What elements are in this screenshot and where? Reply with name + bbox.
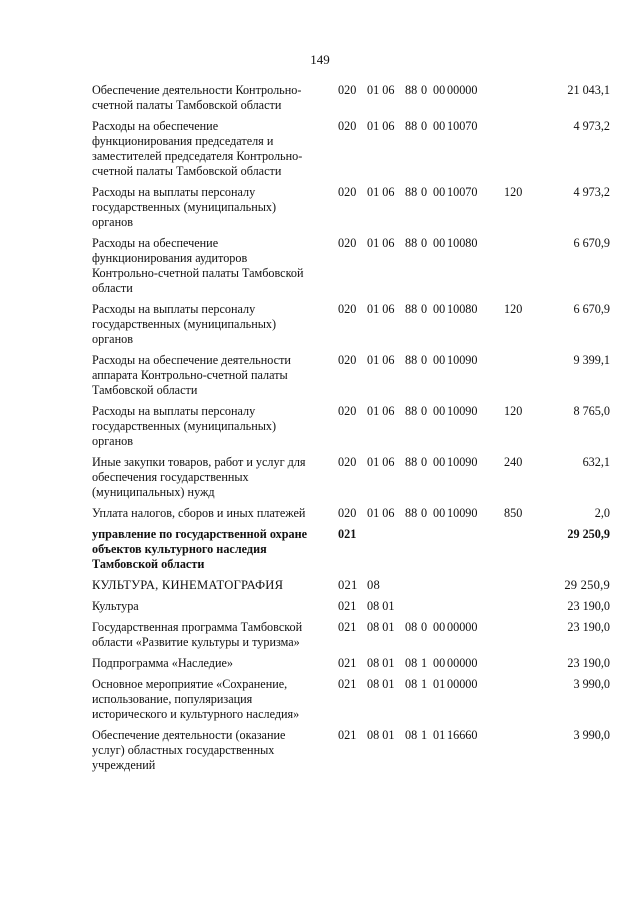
- section-code: 08: [367, 578, 380, 592]
- target-group-code: 00: [433, 119, 446, 133]
- target-number-code: 10090: [447, 404, 478, 418]
- expense-type-code: 850: [504, 506, 523, 520]
- dept-code: 021: [338, 599, 357, 613]
- amount: 6 670,9: [573, 302, 610, 316]
- table-row: [92, 506, 612, 521]
- amount: 3 990,0: [573, 728, 610, 742]
- expense-type-code: 120: [504, 185, 523, 199]
- target-program-code: 88: [405, 302, 418, 316]
- section-code: 01 06: [367, 83, 395, 97]
- dept-code: 020: [338, 83, 357, 97]
- section-code: 01 06: [367, 455, 395, 469]
- target-subprogram-code: 0: [421, 455, 428, 469]
- target-number-code: 10090: [447, 353, 478, 367]
- dept-code: 020: [338, 353, 357, 367]
- target-subprogram-code: 0: [421, 353, 428, 367]
- amount: 9 399,1: [573, 353, 610, 367]
- row-name: Культура: [92, 599, 139, 613]
- section-code: 08 01: [367, 728, 395, 742]
- target-number-code: 00000: [447, 620, 478, 634]
- amount: 23 190,0: [567, 656, 610, 670]
- target-subprogram-code: 0: [421, 620, 428, 634]
- row-name: Уплата налогов, сборов и иных платежей: [92, 506, 306, 520]
- dept-code: 020: [338, 185, 357, 199]
- amount: 23 190,0: [567, 620, 610, 634]
- target-number-code: 10080: [447, 236, 478, 250]
- row-name: Расходы на обеспечение деятельности аппарата Контрольно-счетной палаты Тамбовской области: [92, 353, 291, 397]
- amount: 2,0: [594, 506, 610, 520]
- target-program-code: 08: [405, 677, 418, 691]
- target-subprogram-code: 1: [421, 656, 428, 670]
- dept-code: 021: [338, 728, 357, 742]
- target-number-code: 10070: [447, 185, 478, 199]
- target-program-code: 88: [405, 404, 418, 418]
- target-group-code: 01: [433, 677, 446, 691]
- target-group-code: 00: [433, 455, 446, 469]
- table-row: [92, 728, 612, 773]
- section-code: 01 06: [367, 404, 395, 418]
- row-name: Основное мероприятие «Сохранение, использование, популяризация исторического и культурного наследия»: [92, 677, 300, 721]
- amount: 3 990,0: [573, 677, 610, 691]
- target-program-code: 88: [405, 455, 418, 469]
- amount: 4 973,2: [573, 185, 610, 199]
- target-number-code: 00000: [447, 677, 478, 691]
- table-row: [92, 677, 612, 722]
- section-code: 01 06: [367, 236, 395, 250]
- section-code: 01 06: [367, 119, 395, 133]
- row-name: Расходы на обеспечение функционирования аудиторов Контрольно-счетной палаты Тамбовской области: [92, 236, 304, 295]
- row-name: Расходы на обеспечение функционирования председателя и заместителей председателя Контрольно-счетной палаты Тамбовской области: [92, 119, 303, 178]
- target-program-code: 08: [405, 620, 418, 634]
- section-code: 08 01: [367, 620, 395, 634]
- target-group-code: 00: [433, 236, 446, 250]
- row-name: Расходы на выплаты персоналу государственных (муниципальных) органов: [92, 404, 277, 448]
- target-subprogram-code: 0: [421, 83, 428, 97]
- section-code: 01 06: [367, 302, 395, 316]
- target-group-code: 00: [433, 656, 446, 670]
- row-name: Иные закупки товаров, работ и услуг для обеспечения государственных (муниципальных) нужд: [92, 455, 306, 499]
- expense-type-code: 120: [504, 302, 523, 316]
- target-program-code: 88: [405, 353, 418, 367]
- row-name: Расходы на выплаты персоналу государственных (муниципальных) органов: [92, 185, 277, 229]
- target-program-code: 88: [405, 236, 418, 250]
- section-code: 08 01: [367, 677, 395, 691]
- row-name: управление по государственной охране объектов культурного наследия Тамбовской области: [92, 527, 308, 571]
- target-subprogram-code: 0: [421, 185, 428, 199]
- amount: 8 765,0: [573, 404, 610, 418]
- row-name: КУЛЬТУРА, КИНЕМАТОГРАФИЯ: [92, 578, 284, 592]
- target-number-code: 00000: [447, 656, 478, 670]
- table-row: [92, 302, 612, 347]
- row-name: Государственная программа Тамбовской области «Развитие культуры и туризма»: [92, 620, 303, 649]
- target-subprogram-code: 0: [421, 506, 428, 520]
- target-group-code: 00: [433, 83, 446, 97]
- target-subprogram-code: 0: [421, 236, 428, 250]
- table-row: [92, 185, 612, 230]
- target-program-code: 08: [405, 656, 418, 670]
- expense-type-code: 240: [504, 455, 523, 469]
- target-group-code: 00: [433, 404, 446, 418]
- target-number-code: 16660: [447, 728, 478, 742]
- dept-code: 021: [338, 677, 357, 691]
- table-row: [92, 353, 612, 398]
- amount: 29 250,9: [567, 527, 610, 541]
- target-program-code: 88: [405, 506, 418, 520]
- target-group-code: 00: [433, 506, 446, 520]
- table-row: [92, 620, 612, 650]
- section-code: 01 06: [367, 506, 395, 520]
- target-subprogram-code: 0: [421, 404, 428, 418]
- target-program-code: 88: [405, 185, 418, 199]
- row-name: Обеспечение деятельности Контрольно-счетной палаты Тамбовской области: [92, 83, 302, 112]
- target-program-code: 88: [405, 119, 418, 133]
- table-row: [92, 455, 612, 500]
- target-subprogram-code: 1: [421, 677, 428, 691]
- table-row: [92, 656, 612, 671]
- page-number: 149: [310, 52, 330, 67]
- dept-code: 020: [338, 455, 357, 469]
- dept-code: 020: [338, 506, 357, 520]
- amount: 6 670,9: [573, 236, 610, 250]
- target-subprogram-code: 0: [421, 119, 428, 133]
- target-number-code: 10080: [447, 302, 478, 316]
- section-code: 01 06: [367, 185, 395, 199]
- target-group-code: 00: [433, 353, 446, 367]
- table-row: [92, 599, 612, 614]
- target-number-code: 10070: [447, 119, 478, 133]
- target-number-code: 10090: [447, 506, 478, 520]
- amount: 21 043,1: [567, 83, 610, 97]
- table-row: [92, 578, 612, 593]
- target-group-code: 00: [433, 302, 446, 316]
- target-group-code: 00: [433, 185, 446, 199]
- dept-code: 021: [338, 620, 357, 634]
- table-row: [92, 83, 612, 113]
- section-code: 08 01: [367, 656, 395, 670]
- target-program-code: 08: [405, 728, 418, 742]
- table-row: [92, 119, 612, 179]
- amount: 23 190,0: [567, 599, 610, 613]
- target-group-code: 00: [433, 620, 446, 634]
- dept-code: 020: [338, 119, 357, 133]
- row-name: Обеспечение деятельности (оказание услуг) областных государственных учреждений: [92, 728, 286, 772]
- amount: 29 250,9: [564, 578, 610, 592]
- target-subprogram-code: 1: [421, 728, 428, 742]
- table-row: [92, 404, 612, 449]
- section-code: 08 01: [367, 599, 395, 613]
- target-group-code: 01: [433, 728, 446, 742]
- amount: 4 973,2: [573, 119, 610, 133]
- dept-code: 021: [338, 656, 357, 670]
- dept-code: 021: [338, 527, 357, 541]
- target-program-code: 88: [405, 83, 418, 97]
- dept-code: 020: [338, 236, 357, 250]
- section-code: 01 06: [367, 353, 395, 367]
- dept-code: 021: [338, 578, 358, 592]
- expense-type-code: 120: [504, 404, 523, 418]
- row-name: Расходы на выплаты персоналу государственных (муниципальных) органов: [92, 302, 277, 346]
- target-number-code: 10090: [447, 455, 478, 469]
- target-subprogram-code: 0: [421, 302, 428, 316]
- budget-table: [92, 83, 612, 779]
- dept-code: 020: [338, 404, 357, 418]
- target-number-code: 00000: [447, 83, 478, 97]
- table-row: [92, 527, 612, 572]
- row-name: Подпрограмма «Наследие»: [92, 656, 234, 670]
- table-row: [92, 236, 612, 296]
- amount: 632,1: [582, 455, 610, 469]
- dept-code: 020: [338, 302, 357, 316]
